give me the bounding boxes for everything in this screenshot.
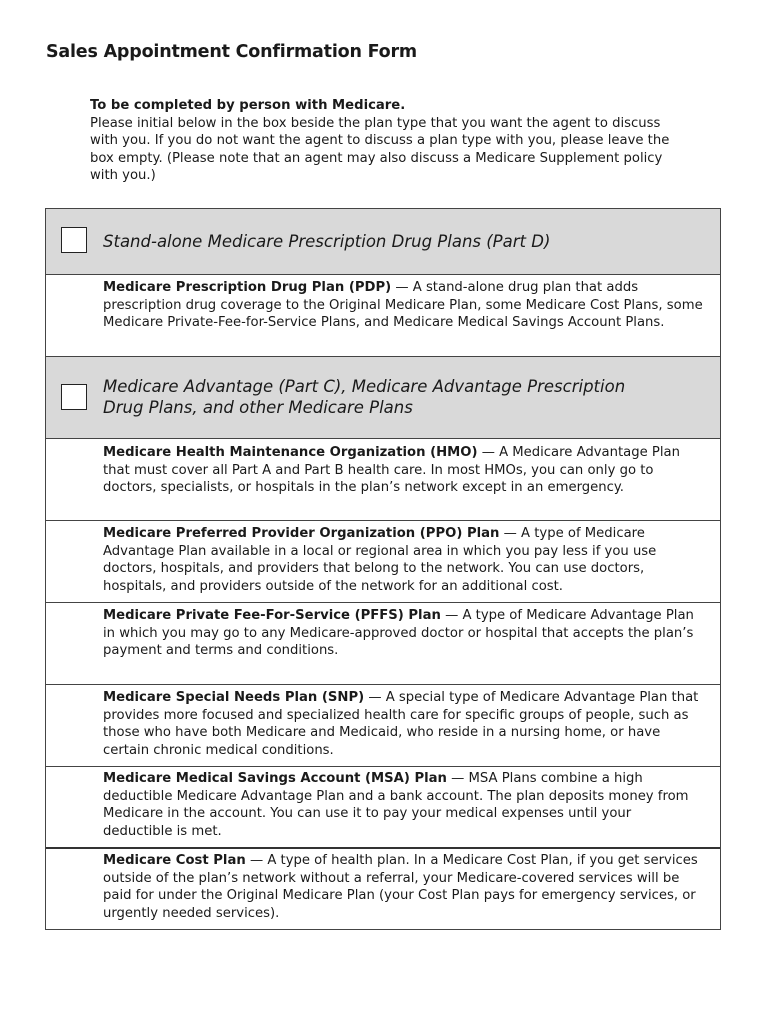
- intro-instructions: [90, 97, 690, 185]
- plan-name: Medicare Preferred Provider Organization (PPO) Plan: [103, 526, 500, 541]
- section-title-part-d: Stand-alone Medicare Prescription Drug Plans (Part D): [103, 232, 551, 251]
- plan-description: — A type of Medicare Advantage Plan in which you may go to any Medicare-approved doctor or hospital that accepts the plan’s payment and terms and conditions.: [103, 608, 694, 659]
- plan-row-ppo: [46, 521, 720, 603]
- plan-name: Medicare Special Needs Plan (SNP): [103, 690, 365, 705]
- plan-description: — A stand-alone drug plan that adds prescription drug coverage to the Original Medicare Plan, some Medicare Cost Plans, some Medicare Private-Fee-for-Service Plans, and Medicare Medical Savings Account Plans.: [103, 280, 703, 331]
- plan-row-msa: [46, 767, 720, 849]
- section-title-part-c: Medicare Advantage (Part C), Medicare Advantage Prescription Drug Plans, and other Medicare Plans: [103, 377, 626, 417]
- plan-description: — A type of Medicare Advantage Plan available in a local or regional area in which you pay less if you use doctors, hospitals, and providers that belong to the network. You can use doctors, hospitals, and providers outside of the network for an additional cost.: [103, 526, 657, 594]
- plan-description: — A Medicare Advantage Plan that must cover all Part A and Part B health care. In most HMOs, you can only go to doctors, specialists, or hospitals in the plan’s network except in an emergency.: [103, 445, 680, 496]
- initial-box-part-c[interactable]: [61, 384, 87, 410]
- plan-text-pdp: [103, 279, 703, 332]
- plan-row-snp: [46, 685, 720, 767]
- intro-body: Please initial below in the box beside the plan type that you want the agent to discuss with you. If you do not want the agent to discuss a plan type with you, please leave the box empty. (Please note that an agent may also discuss a Medicare Supplement policy with you.): [90, 115, 670, 183]
- form-title: Sales Appointment Confirmation Form: [46, 42, 417, 62]
- plan-text-snp: [103, 689, 703, 759]
- plan-name: Medicare Cost Plan: [103, 853, 246, 868]
- plan-text-ppo: [103, 525, 703, 595]
- intro-lead: To be completed by person with Medicare.: [90, 98, 406, 113]
- plan-selection-table: [45, 208, 721, 930]
- plan-row-cost: [46, 849, 720, 929]
- plan-name: Medicare Private Fee-For-Service (PFFS) Plan: [103, 608, 441, 623]
- plan-text-msa: [103, 770, 703, 840]
- plan-name: Medicare Prescription Drug Plan (PDP): [103, 280, 392, 295]
- plan-text-pffs: [103, 607, 703, 660]
- plan-description: — A special type of Medicare Advantage Plan that provides more focused and specialized health care for specific groups of people, such as those who have both Medicare and Medicaid, who reside in a nursing home, or have certain chronic medical conditions.: [103, 690, 699, 758]
- plan-text-cost: [103, 852, 703, 922]
- plan-name: Medicare Health Maintenance Organization (HMO): [103, 445, 478, 460]
- plan-description: — MSA Plans combine a high deductible Medicare Advantage Plan and a bank account. The plan deposits money from Medicare in the account. You can use it to pay your medical expenses until your deductible is met.: [103, 771, 689, 839]
- plan-description: — A type of health plan. In a Medicare Cost Plan, if you get services outside of the plan’s network without a referral, your Medicare-covered services will be paid for under the Original Medicare Plan (your Cost Plan pays for emergency services, or urgently needed services).: [103, 853, 698, 921]
- section-header-part-c: [46, 357, 720, 439]
- section-header-part-d: [46, 209, 720, 275]
- plan-text-hmo: [103, 444, 703, 497]
- plan-row-pffs: [46, 603, 720, 685]
- plan-row-hmo: [46, 439, 720, 521]
- plan-row-pdp: [46, 275, 720, 357]
- plan-name: Medicare Medical Savings Account (MSA) Plan: [103, 771, 447, 786]
- initial-box-part-d[interactable]: [61, 227, 87, 253]
